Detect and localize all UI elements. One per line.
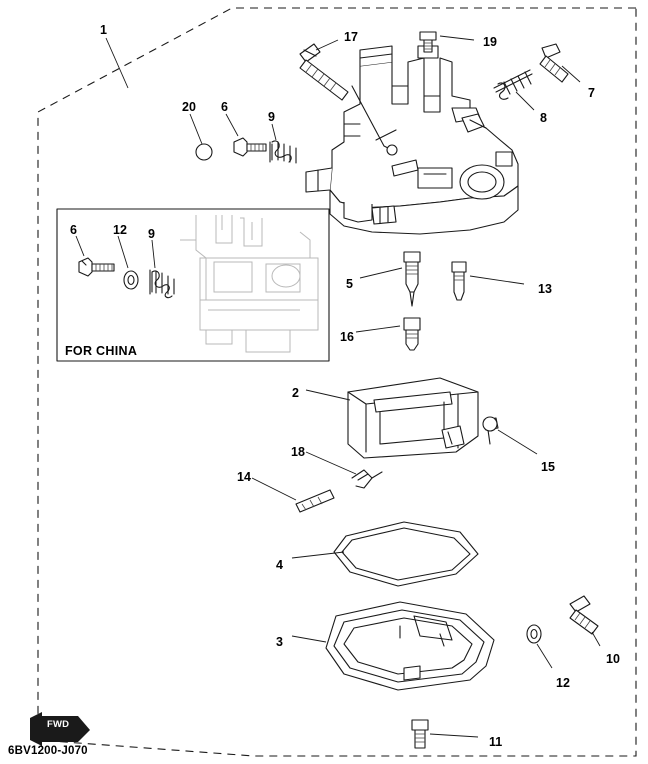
callout-12-lower: 12: [556, 676, 570, 690]
callout-19: 19: [483, 35, 497, 49]
callout-3: 3: [276, 635, 283, 649]
callout-6-upper: 6: [221, 100, 228, 114]
callout-5: 5: [346, 277, 353, 291]
callout-18: 18: [291, 445, 305, 459]
callout-9-upper: 9: [268, 110, 275, 124]
callout-12-inset: 12: [113, 223, 127, 237]
callout-4: 4: [276, 558, 283, 572]
callout-11: 11: [489, 735, 503, 749]
callout-7: 7: [588, 86, 595, 100]
callout-8: 8: [540, 111, 547, 125]
callout-9-inset: 9: [148, 227, 155, 241]
callout-10: 10: [606, 652, 620, 666]
callout-20: 20: [182, 100, 196, 114]
callout-2: 2: [292, 386, 299, 400]
callout-15: 15: [541, 460, 555, 474]
for-china-inset-label: FOR CHINA: [65, 344, 138, 358]
callout-1: 1: [100, 23, 107, 37]
callout-6-inset: 6: [70, 223, 77, 237]
sheet-code-label: 6BV1200-J070: [8, 745, 88, 757]
callout-17: 17: [344, 30, 358, 44]
callout-14: 14: [237, 470, 251, 484]
callout-13: 13: [538, 282, 552, 296]
callout-16: 16: [340, 330, 354, 344]
fwd-direction-label: FWD: [47, 719, 70, 730]
